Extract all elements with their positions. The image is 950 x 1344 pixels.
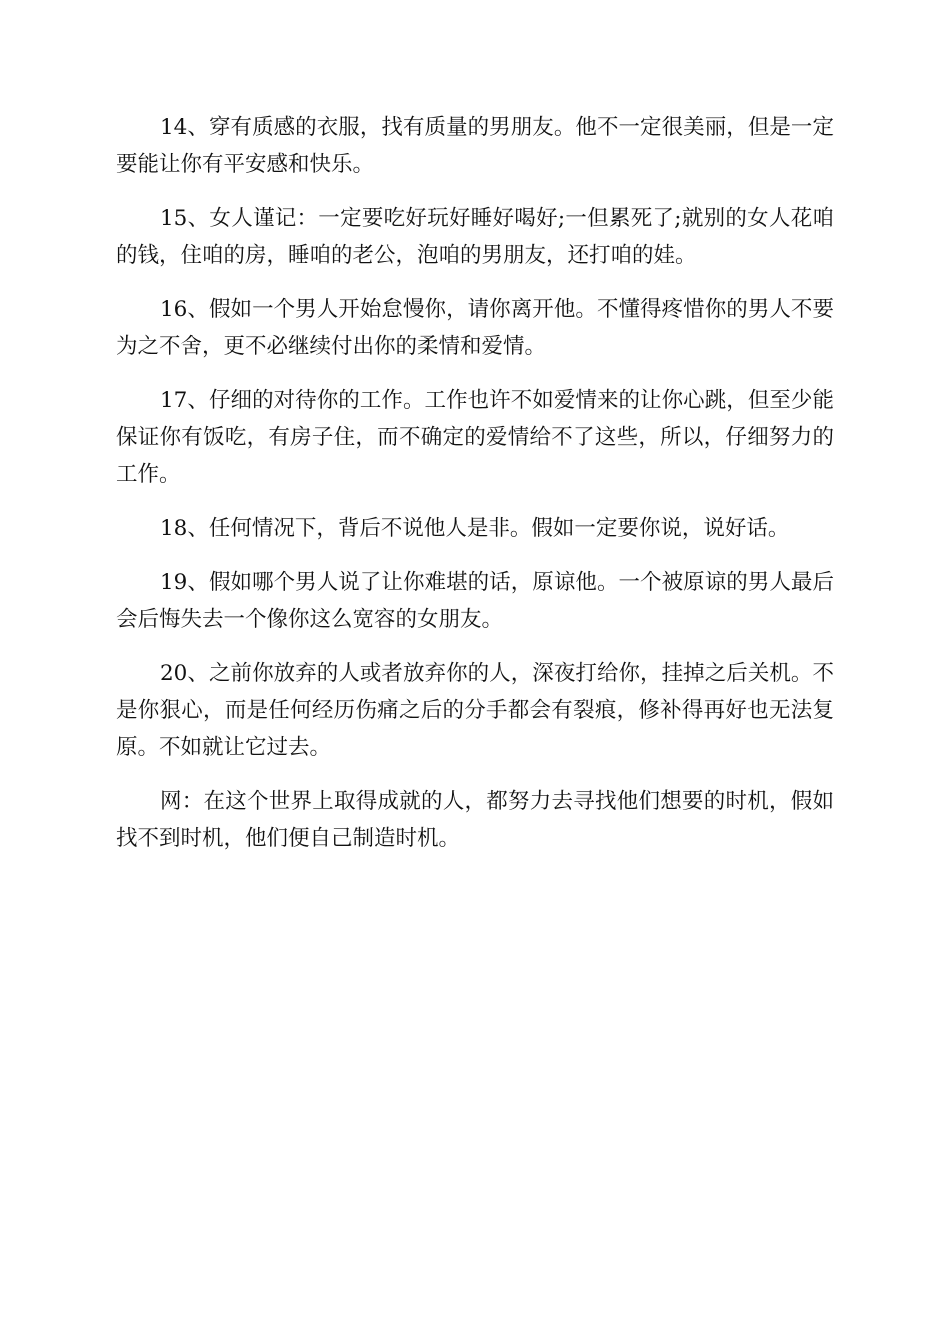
document-body — [116, 109, 834, 874]
paragraph-19: 19、假如哪个男人说了让你难堪的话，原谅他。一个被原谅的男人最后会后悔失去一个像你这么宽容的女朋友。 — [116, 570, 834, 632]
paragraph-20: 20、之前你放弃的人或者放弃你的人，深夜打给你，挂掉之后关机。不是你狠心，而是任何经历伤痛之后的分手都会有裂痕，修补得再好也无法复原。不如就让它过去。 — [116, 661, 834, 760]
paragraph-18: 18、任何情况下，背后不说他人是非。假如一定要你说，说好话。 — [160, 516, 790, 541]
paragraph-17: 17、仔细的对待你的工作。工作也许不如爱情来的让你心跳，但至少能保证你有饭吃，有房子住，而不确定的爱情给不了这些，所以，仔细努力的工作。 — [116, 388, 834, 487]
paragraph-14: 14、穿有质感的衣服，找有质量的男朋友。他不一定很美丽，但是一定要能让你有平安感和快乐。 — [116, 115, 834, 177]
paragraph-closing: 网：在这个世界上取得成就的人，都努力去寻找他们想要的时机，假如找不到时机，他们便自己制造时机。 — [116, 789, 834, 851]
paragraph-16: 16、假如一个男人开始怠慢你，请你离开他。不懂得疼惜你的男人不要为之不舍，更不必继续付出你的柔情和爱情。 — [116, 297, 834, 359]
paragraph-15: 15、女人谨记：一定要吃好玩好睡好喝好;一但累死了;就别的女人花咱的钱，住咱的房，睡咱的老公，泡咱的男朋友，还打咱的娃。 — [116, 206, 834, 268]
